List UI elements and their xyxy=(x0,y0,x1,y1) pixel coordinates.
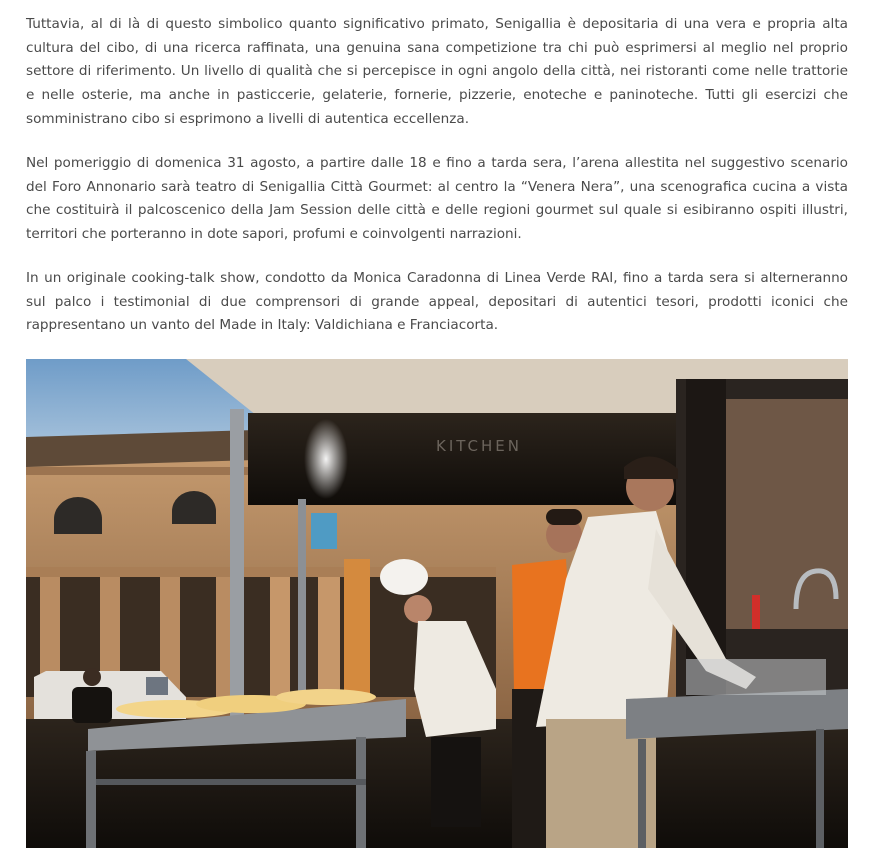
bystander xyxy=(83,668,101,686)
column xyxy=(270,577,290,697)
kitchen-sign: KITCHEN xyxy=(436,437,522,455)
paragraph-event: Nel pomeriggio di domenica 31 agosto, a partire dalle 18 e fino a tarda sera, l’arena allestita nel suggestivo scenario del Foro Annonario sarà teatro di Senigallia Città Gourmet: al centro la “Venera Nera”, una scenografica cucina a vista che costituirà il palcoscenico della Jam Session delle città e delle regioni gourmet sul quale si esibiranno ospiti illustri, territori che porteranno in dote sapori, profumi e coinvolgenti narrazioni. xyxy=(26,155,848,243)
sign-panel xyxy=(311,513,337,549)
column xyxy=(318,577,340,697)
spray-bottle xyxy=(752,595,760,629)
article-photo xyxy=(26,359,848,848)
chef-hat xyxy=(380,559,428,595)
clear-trays xyxy=(686,659,826,695)
pasta-plate xyxy=(276,689,376,705)
kitchen-scene-image xyxy=(26,359,848,848)
paragraph-show: In un originale cooking-talk show, condotto da Monica Caradonna di Linea Verde RAI, fino a tarda sera si alterneranno sul palco i testimonial di due comprensori di grande appeal, depositari di autentici tesori, prodotti iconici che rappresentano un vanto del Made in Italy: Valdichiana e Franciacorta. xyxy=(26,270,848,334)
spot-light xyxy=(304,419,348,499)
orange-wall xyxy=(344,559,370,699)
window-reflection xyxy=(724,399,848,629)
paragraph-intro: Tuttavia, al di là di questo simbolico quanto significativo primato, Senigallia è depositaria di una vera e propria alta cultura del cibo, di una ricerca raffinata, una genuina sana competizione tra chi può esprimersi al meglio nel proprio settore di riferimento. Un livello di qualità che si percepisce in ogni angolo della città, nei ristoranti come nelle trattorie e nelle osterie, ma anche in pasticcerie, gelaterie, fornerie, pizzerie, enoteche e paninoteche. Tutti gli esercizi che somministrano cibo si esprimono a livelli di autentica eccellenza. xyxy=(26,16,848,127)
canopy-pole xyxy=(230,409,244,739)
